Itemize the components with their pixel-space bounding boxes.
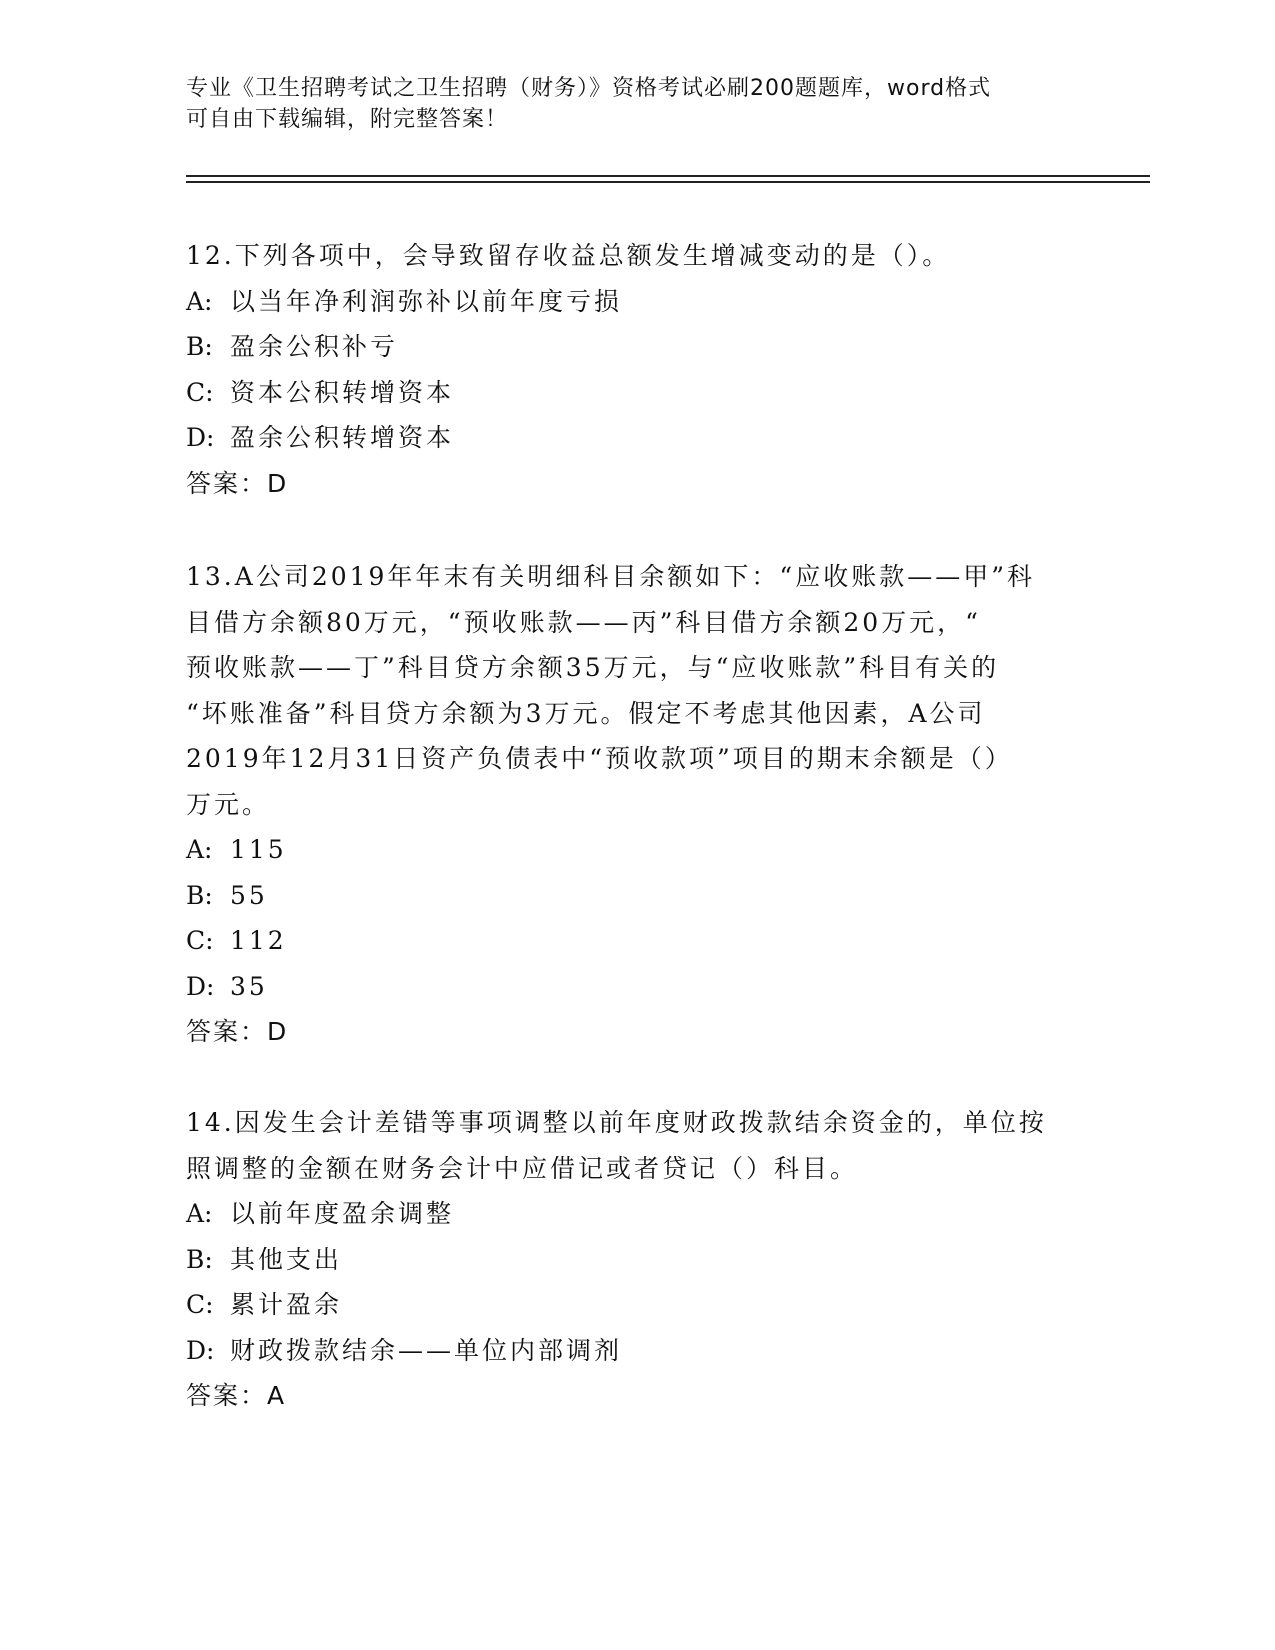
header-divider-bottom (186, 181, 1150, 183)
option-c (186, 918, 1086, 964)
option-text: 盈余公积补亏 (230, 332, 399, 361)
question-stem-line: 照调整的金额在财务会计中应借记或者贷记（）科目。 (186, 1153, 859, 1183)
option-b (186, 1237, 1086, 1283)
option-text: 以当年净利润弥补以前年度亏损 (230, 286, 623, 316)
question-14 (186, 1100, 1086, 1419)
option-key: A: (186, 835, 213, 864)
option-key: D: (186, 423, 215, 452)
option-key: C: (186, 1290, 214, 1319)
option-text: 盈余公积转增资本 (230, 423, 455, 452)
option-key: D: (186, 1335, 215, 1365)
option-a (186, 1191, 1086, 1237)
option-key: A: (186, 1199, 213, 1228)
option-text: 112 (230, 926, 287, 955)
option-text: 其他支出 (230, 1244, 343, 1274)
option-key: A: (186, 286, 213, 316)
option-key: C: (186, 377, 214, 407)
option-text: 55 (230, 880, 268, 910)
question-stem-line: 目借方余额80万元，“预收账款——丙”科目借方余额20万元，“ (186, 607, 981, 637)
option-a (186, 279, 1086, 325)
question-stem-line: 万元。 (186, 789, 271, 819)
option-a (186, 827, 1086, 873)
question-12 (186, 233, 1086, 506)
header-line-2: 可自由下载编辑，附完整答案！ (186, 107, 509, 132)
option-text: 35 (230, 971, 268, 1001)
option-key: C: (186, 926, 214, 955)
option-key: B: (186, 332, 213, 361)
question-stem-line: 预收账款——丁”科目贷方余额35万元，与“应收账款”科目有关的 (186, 653, 1000, 682)
option-key: D: (186, 971, 215, 1001)
question-stem-line: 12.下列各项中，会导致留存收益总额发生增减变动的是（）。 (186, 241, 951, 270)
option-text: 以前年度盈余调整 (230, 1199, 455, 1228)
document-header (186, 73, 1066, 135)
header-line-1: 专业《卫生招聘考试之卫生招聘（财务）》资格考试必刷200题题库，word格式 (186, 76, 992, 101)
question-stem-line: 14.因发生会计差错等事项调整以前年度财政拨款结余资金的，单位按 (186, 1108, 1047, 1137)
option-d (186, 1328, 1086, 1374)
answer-line: 答案：D (186, 468, 289, 498)
option-b (186, 324, 1086, 370)
option-text: 财政拨款结余——单位内部调剂 (230, 1335, 623, 1365)
option-d (186, 964, 1086, 1010)
option-c (186, 370, 1086, 416)
option-text: 累计盈余 (230, 1290, 343, 1319)
answer-line: 答案：A (186, 1381, 287, 1410)
option-c (186, 1282, 1086, 1328)
question-stem-line: 13.A公司2019年年末有关明细科目余额如下：“应收账款——甲”科 (186, 562, 1035, 591)
option-key: B: (186, 1244, 213, 1274)
option-text: 资本公积转增资本 (230, 377, 455, 407)
question-13 (186, 554, 1086, 1055)
question-stem-line: 2019年12月31日资产负债表中“预收款项”项目的期末余额是（） (186, 744, 1013, 773)
option-b (186, 873, 1086, 919)
answer-line: 答案：D (186, 1017, 289, 1046)
option-key: B: (186, 880, 213, 910)
question-stem-line: “坏账准备”科目贷方余额为3万元。假定不考虑其他因素，A公司 (186, 698, 986, 728)
option-d (186, 415, 1086, 461)
option-text: 115 (230, 835, 287, 864)
header-divider-top (186, 175, 1150, 177)
